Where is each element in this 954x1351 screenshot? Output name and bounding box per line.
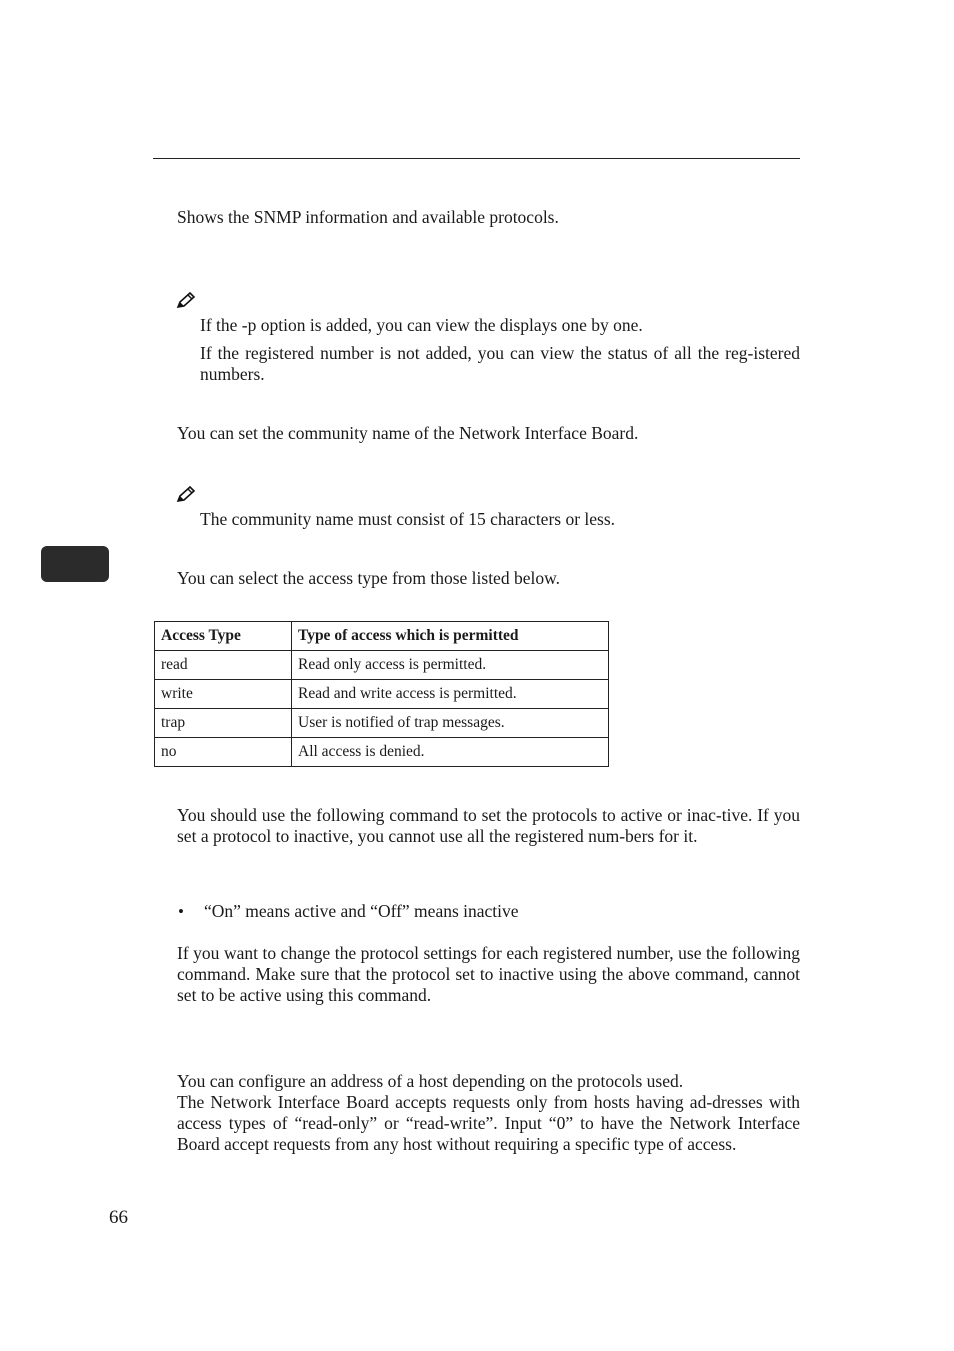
- table-row: [155, 709, 609, 738]
- host-line1: You can configure an address of a host depending on the protocols used.: [177, 1071, 684, 1091]
- host-text: The Network Interface Board accepts requests only from hosts having ad-dresses with access types of “read-only” or “read-write”. Input “0” to have the Network Interface Board accept requests from any host without requiring a specific type of access.: [177, 1092, 800, 1154]
- page-number: 66: [109, 1207, 128, 1228]
- table-cell: no: [155, 738, 292, 767]
- protocol-text-2: If you want to change the protocol settings for each registered number, use the following command. Make sure that the protocol set to inactive using the above command, cannot set to be active using this command.: [177, 943, 800, 1005]
- table-cell: All access is denied.: [292, 738, 609, 767]
- header-rule: [153, 158, 800, 159]
- protocol-text: You should use the following command to set the protocols to active or inac-tive. If you set a protocol to inactive, you cannot use all the registered num-bers for it.: [177, 805, 800, 846]
- protocol-bullet-text: “On” means active and “Off” means inactive: [204, 901, 519, 921]
- intro-text: Shows the SNMP information and available protocols.: [177, 207, 559, 227]
- table-cell: Read only access is permitted.: [292, 651, 609, 680]
- column-header: Type of access which is permitted: [292, 622, 609, 651]
- pencil-note-icon: [176, 291, 196, 309]
- note2-item: The community name must consist of 15 characters or less.: [200, 509, 616, 529]
- table-row: [155, 738, 609, 767]
- pencil-note-icon: [176, 485, 196, 503]
- table-cell: Read and write access is permitted.: [292, 680, 609, 709]
- chapter-tab-marker: [41, 546, 109, 582]
- note1-item: If the -p option is added, you can view the displays one by one.: [200, 315, 643, 335]
- access-type-table: [154, 621, 609, 767]
- table-header-row: [155, 622, 609, 651]
- table-cell: read: [155, 651, 292, 680]
- community-text: You can set the community name of the Network Interface Board.: [177, 423, 639, 443]
- table-cell: trap: [155, 709, 292, 738]
- access-intro-text: You can select the access type from those listed below.: [177, 568, 560, 588]
- note1-item: If the registered number is not added, you can view the status of all the reg-istered numbers.: [200, 343, 800, 384]
- table-row: [155, 680, 609, 709]
- table-row: [155, 651, 609, 680]
- bullet-icon: •: [178, 902, 184, 921]
- table-cell: write: [155, 680, 292, 709]
- column-header: Access Type: [155, 622, 292, 651]
- table-cell: User is notified of trap messages.: [292, 709, 609, 738]
